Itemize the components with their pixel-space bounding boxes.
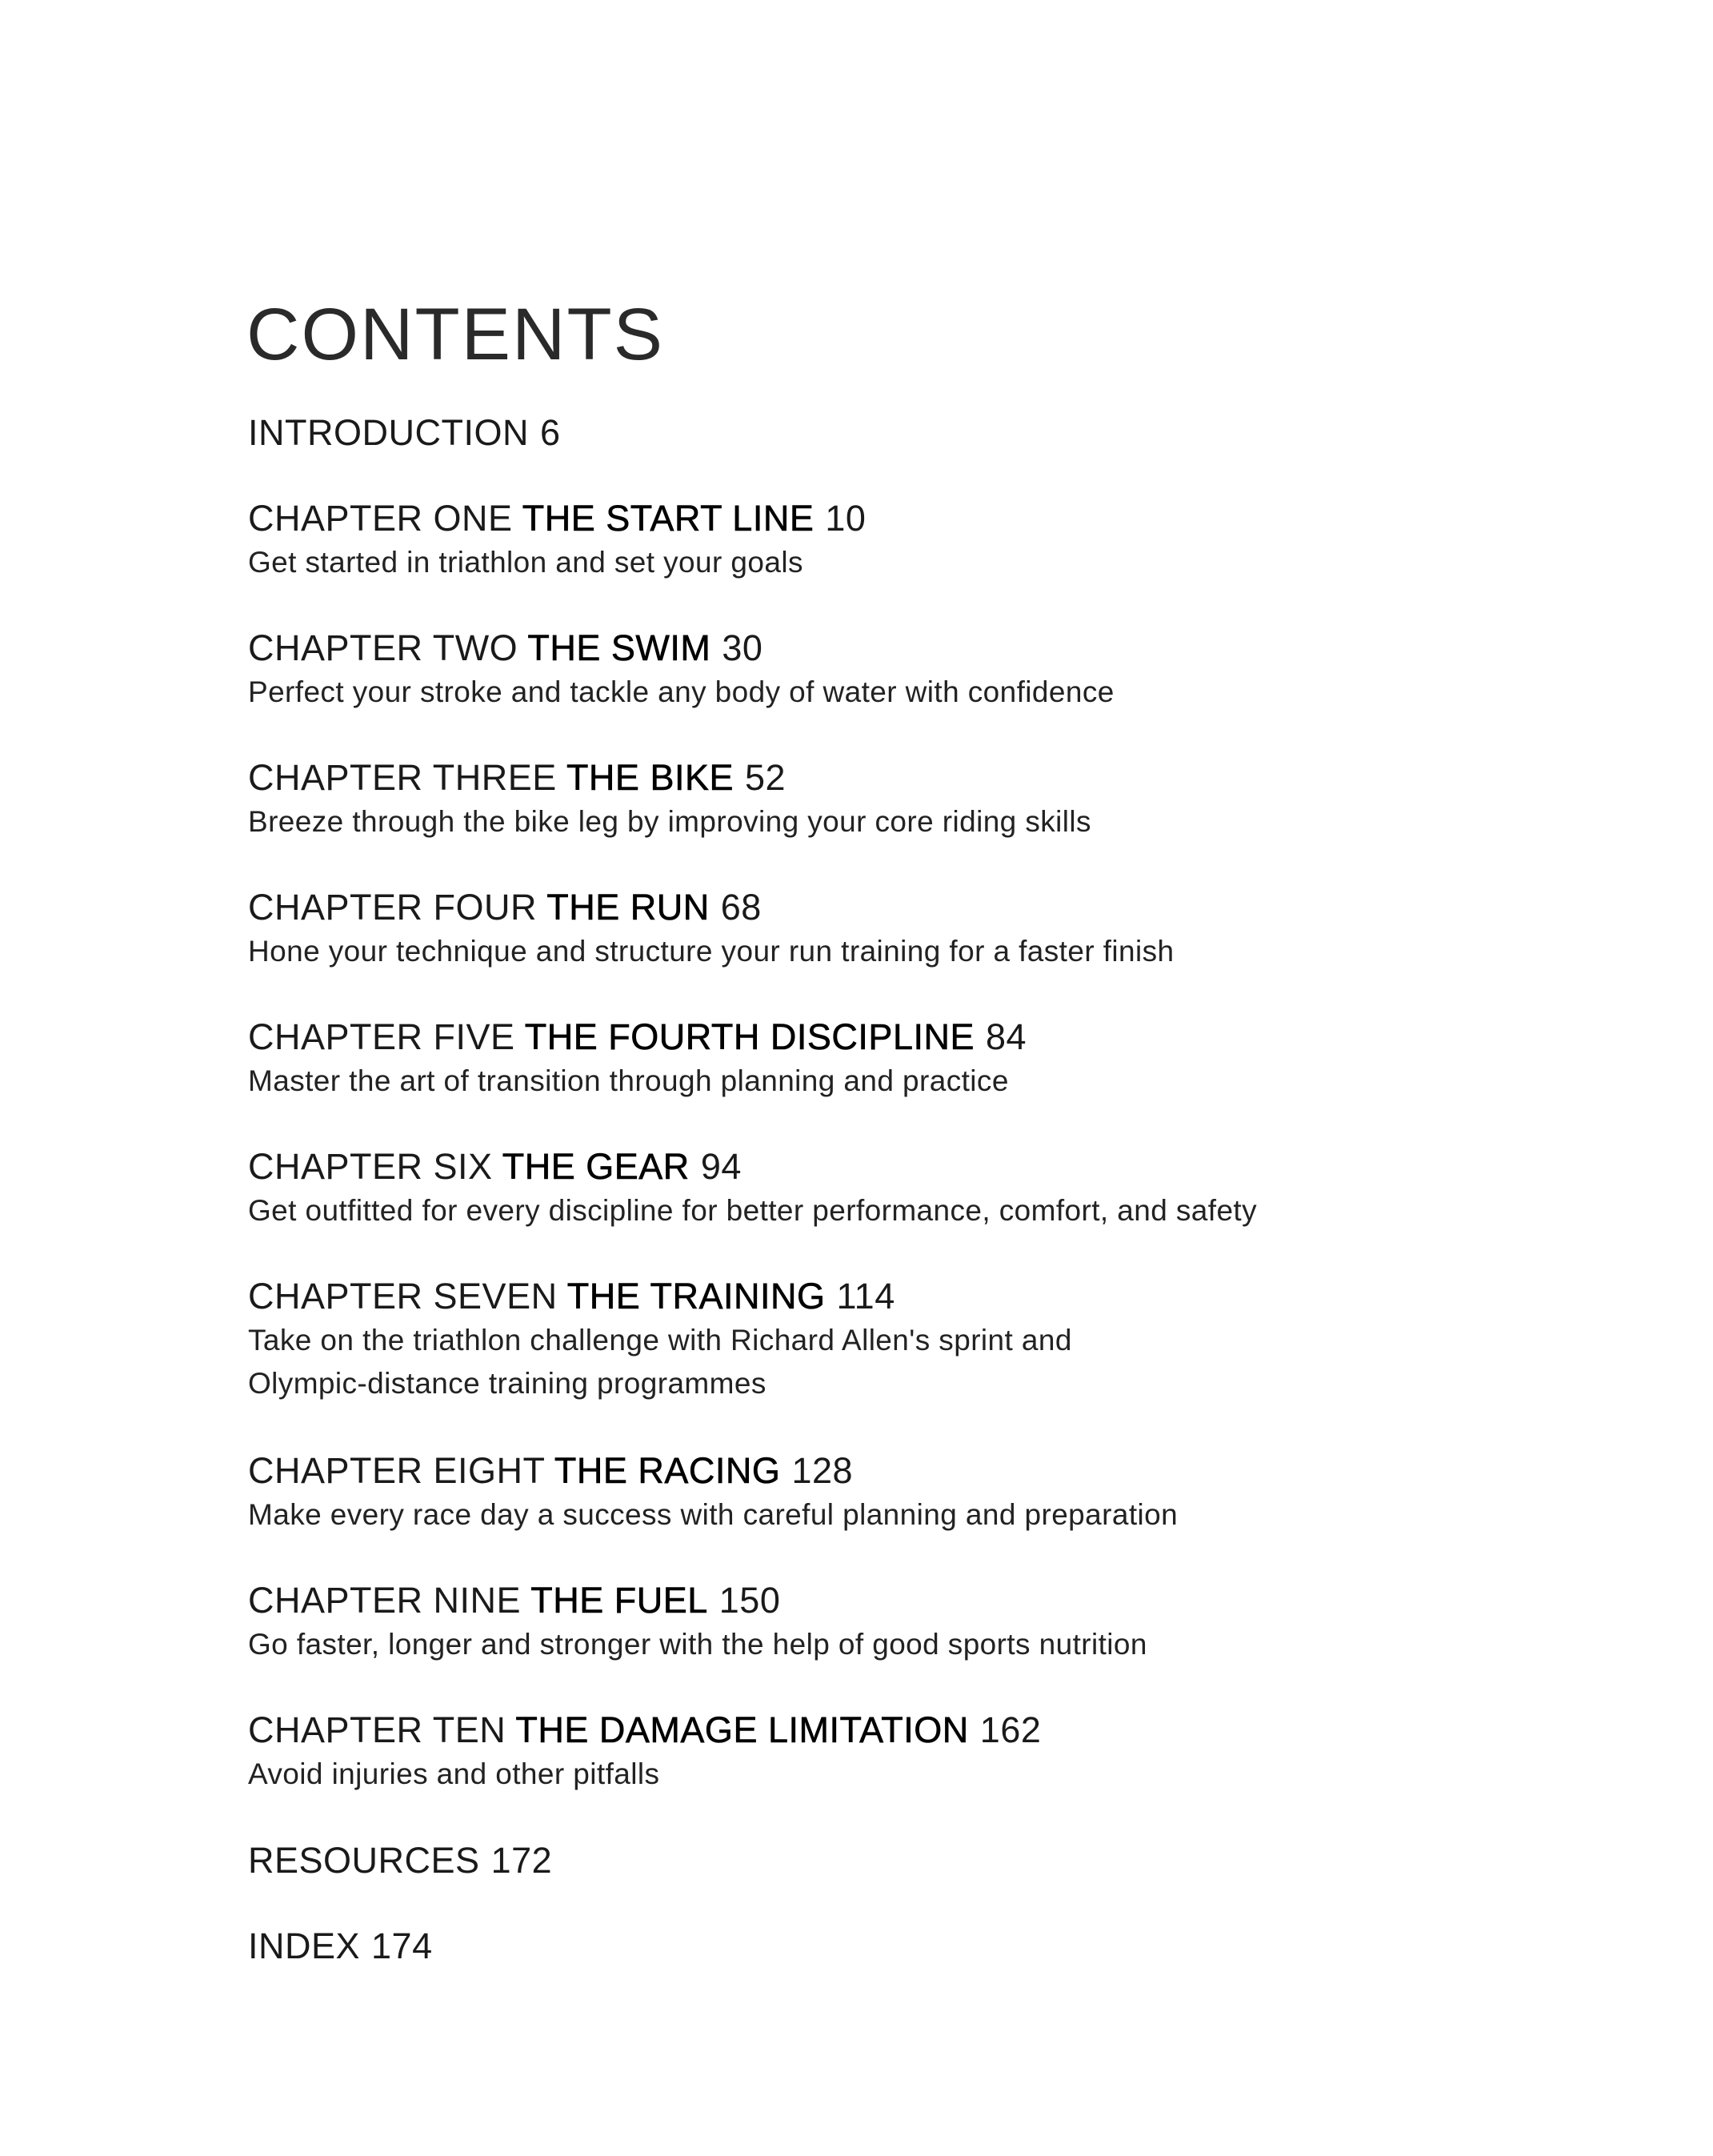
chapter-title: THE FUEL	[530, 1580, 708, 1621]
toc-entry-heading	[248, 1708, 1041, 1753]
page-number: 150	[718, 1580, 781, 1621]
chapter-description: Perfect your stroke and tackle any body of water with confidence	[248, 675, 1115, 708]
toc-entry[interactable]	[248, 1274, 1072, 1405]
toc-entry[interactable]	[248, 1838, 552, 1883]
toc-entry[interactable]	[248, 626, 1115, 714]
page-number: 128	[791, 1450, 854, 1491]
toc-entry[interactable]	[248, 411, 561, 455]
chapter-title: THE DAMAGE LIMITATION	[515, 1709, 969, 1750]
toc-entry-heading	[248, 1449, 1178, 1493]
toc-entry[interactable]	[248, 755, 1091, 844]
chapter-label: INTRODUCTION	[248, 412, 529, 453]
page-number: 30	[722, 627, 763, 668]
toc-entry-heading	[248, 1274, 1072, 1319]
toc-entry[interactable]	[248, 496, 866, 584]
chapter-description: Go faster, longer and stronger with the help of good sports nutrition	[248, 1628, 1147, 1661]
toc-entry-heading	[248, 1144, 1257, 1189]
page-number: 6	[539, 412, 561, 453]
toc-entry-heading	[248, 626, 1115, 671]
chapter-label: CHAPTER FOUR	[248, 887, 538, 928]
chapter-label: CHAPTER SIX	[248, 1146, 493, 1187]
chapter-title: THE FOURTH DISCIPLINE	[524, 1016, 975, 1057]
chapter-title: THE RUN	[546, 887, 710, 928]
chapter-description: Olympic-distance training programmes	[248, 1367, 766, 1400]
chapter-label: RESOURCES	[248, 1840, 480, 1881]
toc-entry-heading	[248, 1924, 433, 1969]
toc-entry-heading	[248, 755, 1091, 800]
toc-entry[interactable]	[248, 1015, 1027, 1103]
chapter-description: Get outfitted for every discipline for better performance, comfort, and safety	[248, 1194, 1257, 1227]
chapter-label: CHAPTER SEVEN	[248, 1276, 558, 1316]
page-title: CONTENTS	[246, 294, 664, 375]
chapter-description: Take on the triathlon challenge with Richard Allen's sprint and	[248, 1324, 1072, 1357]
chapter-label: CHAPTER FIVE	[248, 1016, 515, 1057]
chapter-description: Hone your technique and structure your run training for a faster finish	[248, 935, 1175, 968]
chapter-title: THE BIKE	[566, 757, 734, 798]
toc-entry-heading	[248, 1578, 1147, 1623]
page-number: 174	[371, 1926, 433, 1966]
toc-entry-heading	[248, 1838, 552, 1883]
toc-entry[interactable]	[248, 1578, 1147, 1666]
page-number: 162	[979, 1709, 1042, 1750]
page-number: 84	[985, 1016, 1027, 1057]
chapter-label: CHAPTER NINE	[248, 1580, 522, 1621]
chapter-label: INDEX	[248, 1926, 361, 1966]
chapter-description: Master the art of transition through planning and practice	[248, 1064, 1009, 1097]
chapter-label: CHAPTER ONE	[248, 498, 513, 539]
toc-entry[interactable]	[248, 1708, 1041, 1796]
page-number: 114	[836, 1276, 895, 1316]
chapter-label: CHAPTER THREE	[248, 757, 557, 798]
chapter-description: Avoid injuries and other pitfalls	[248, 1757, 660, 1790]
page-number: 94	[700, 1146, 742, 1187]
page-number: 172	[490, 1840, 553, 1881]
page-number: 10	[825, 498, 867, 539]
chapter-description: Breeze through the bike leg by improving your core riding skills	[248, 805, 1091, 838]
toc-entry-heading	[248, 496, 866, 541]
chapter-title: THE RACING	[554, 1450, 781, 1491]
chapter-title: THE TRAINING	[566, 1276, 826, 1316]
page-number: 52	[745, 757, 786, 798]
chapter-label: CHAPTER EIGHT	[248, 1450, 545, 1491]
page-number: 68	[720, 887, 762, 928]
toc-entry-heading	[248, 885, 1175, 930]
toc-entry-heading	[248, 411, 561, 455]
toc-entry-heading	[248, 1015, 1027, 1060]
toc-entry[interactable]	[248, 1924, 433, 1969]
chapter-title: THE START LINE	[522, 498, 814, 539]
chapter-description: Make every race day a success with careful planning and preparation	[248, 1498, 1179, 1531]
chapter-label: CHAPTER TWO	[248, 627, 518, 668]
toc-entry[interactable]	[248, 885, 1175, 973]
chapter-description: Get started in triathlon and set your goals	[248, 546, 803, 579]
chapter-title: THE SWIM	[527, 627, 711, 668]
chapter-title: THE GEAR	[502, 1146, 690, 1187]
toc-entry[interactable]	[248, 1449, 1178, 1537]
toc-entry[interactable]	[248, 1144, 1257, 1232]
chapter-label: CHAPTER TEN	[248, 1709, 506, 1750]
